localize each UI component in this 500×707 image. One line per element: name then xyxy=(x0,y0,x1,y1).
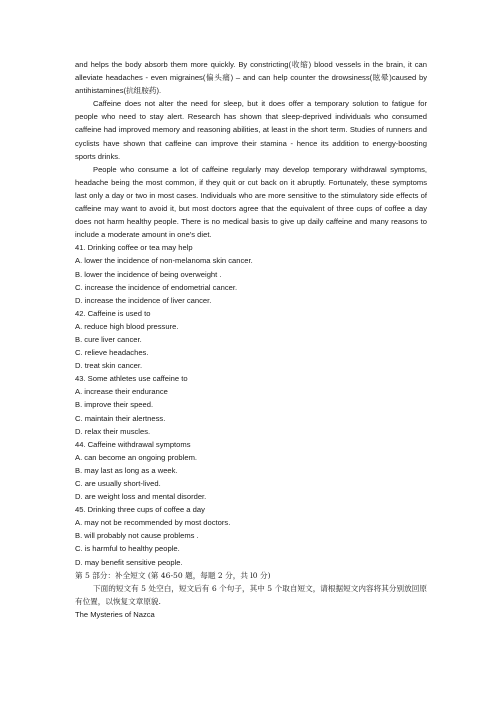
answer-option: A. can become an ongoing problem. xyxy=(75,452,198,462)
question-stem: 44. Caffeine withdrawal symptoms xyxy=(75,439,191,449)
answer-option: C. increase the incidence of endometrial cancer. xyxy=(75,282,238,292)
passage-paragraph-2: Caffeine does not alter the need for sleep, but it does offer a temporary solution to fatigue for people who need to stay alert. Research has shown that sleep-deprived individuals who consumed caffeine had improved memory and reasoning abilities, at least in the short term. Studies of runners and cyclists have shown that caffeine can improve their stamina - hence its addition to energy-boosting sports drinks. xyxy=(75,99,427,161)
question-42 xyxy=(75,307,427,372)
answer-option: B. improve their speed. xyxy=(75,400,154,410)
answer-option: D. relax their muscles. xyxy=(75,426,151,436)
passage-paragraph-3: People who consume a lot of caffeine regularly may develop temporary withdrawal symptoms, headache being the most common, if they quit or cut back on it abruptly. Fortunately, these symptoms last only a day or two in most cases. Individuals who are more sensitive to the stimulatory side effects of caffeine may want to avoid it, but most doctors agree that the equivalent of three cups of coffee a day does not harm healthy people. There is no medical basis to give up daily caffeine and many reasons to include a moderate amount in one's diet. xyxy=(75,164,427,240)
answer-option: A. may not be recommended by most doctors. xyxy=(75,518,231,528)
answer-option: C. are usually short-lived. xyxy=(75,479,161,488)
question-stem: 41. Drinking coffee or tea may help xyxy=(75,243,193,253)
answer-option: C. maintain their alertness. xyxy=(75,413,166,423)
answer-option: A. increase their endurance xyxy=(75,387,168,397)
document-page xyxy=(75,58,427,621)
answer-option: C. relieve headaches. xyxy=(75,348,149,358)
answer-option: D. are weight loss and mental disorder. xyxy=(75,492,207,502)
part5-heading: 第 5 部分：补全短文 (第 46-50 题，每题 2 分，共 l0 分) xyxy=(75,570,271,580)
question-45 xyxy=(75,503,427,568)
part5-instructions: 下面的短文有 5 处空白，短文后有 6 个句子，其中 5 个取自短文，请根据短文内容将其分别放回原有位置，以恢复文章原貌. xyxy=(75,583,427,606)
question-43 xyxy=(75,372,427,437)
question-41 xyxy=(75,241,427,306)
answer-option: D. may benefit sensitive people. xyxy=(75,557,183,567)
question-stem: 42. Caffeine is used to xyxy=(75,308,151,318)
answer-option: B. may last as long as a week. xyxy=(75,465,178,475)
answer-option: A. lower the incidence of non-melanoma skin cancer. xyxy=(75,256,253,266)
answer-option: B. lower the incidence of being overweight . xyxy=(75,269,222,279)
passage-title: The Mysteries of Nazca xyxy=(75,609,155,619)
passage-paragraph-1: and helps the body absorb them more quickly. By constricting(收缩) blood vessels in the brain, it can alleviate headaches - even migraines(偏头痛) – and can help counter the drowsiness(眩晕)caused by antihistamines(抗组胺药). xyxy=(75,60,427,96)
question-stem: 43. Some athletes use caffeine to xyxy=(75,374,188,384)
answer-option: A. reduce high blood pressure. xyxy=(75,321,179,331)
answer-option: B. will probably not cause problems . xyxy=(75,531,199,541)
question-44 xyxy=(75,438,427,503)
answer-option: D. increase the incidence of liver cancer. xyxy=(75,295,212,305)
question-stem: 45. Drinking three cups of coffee a day xyxy=(75,505,205,515)
answer-option: D. treat skin cancer. xyxy=(75,361,143,371)
answer-option: B. cure liver cancer. xyxy=(75,334,142,344)
answer-option: C. is harmful to healthy people. xyxy=(75,544,180,554)
